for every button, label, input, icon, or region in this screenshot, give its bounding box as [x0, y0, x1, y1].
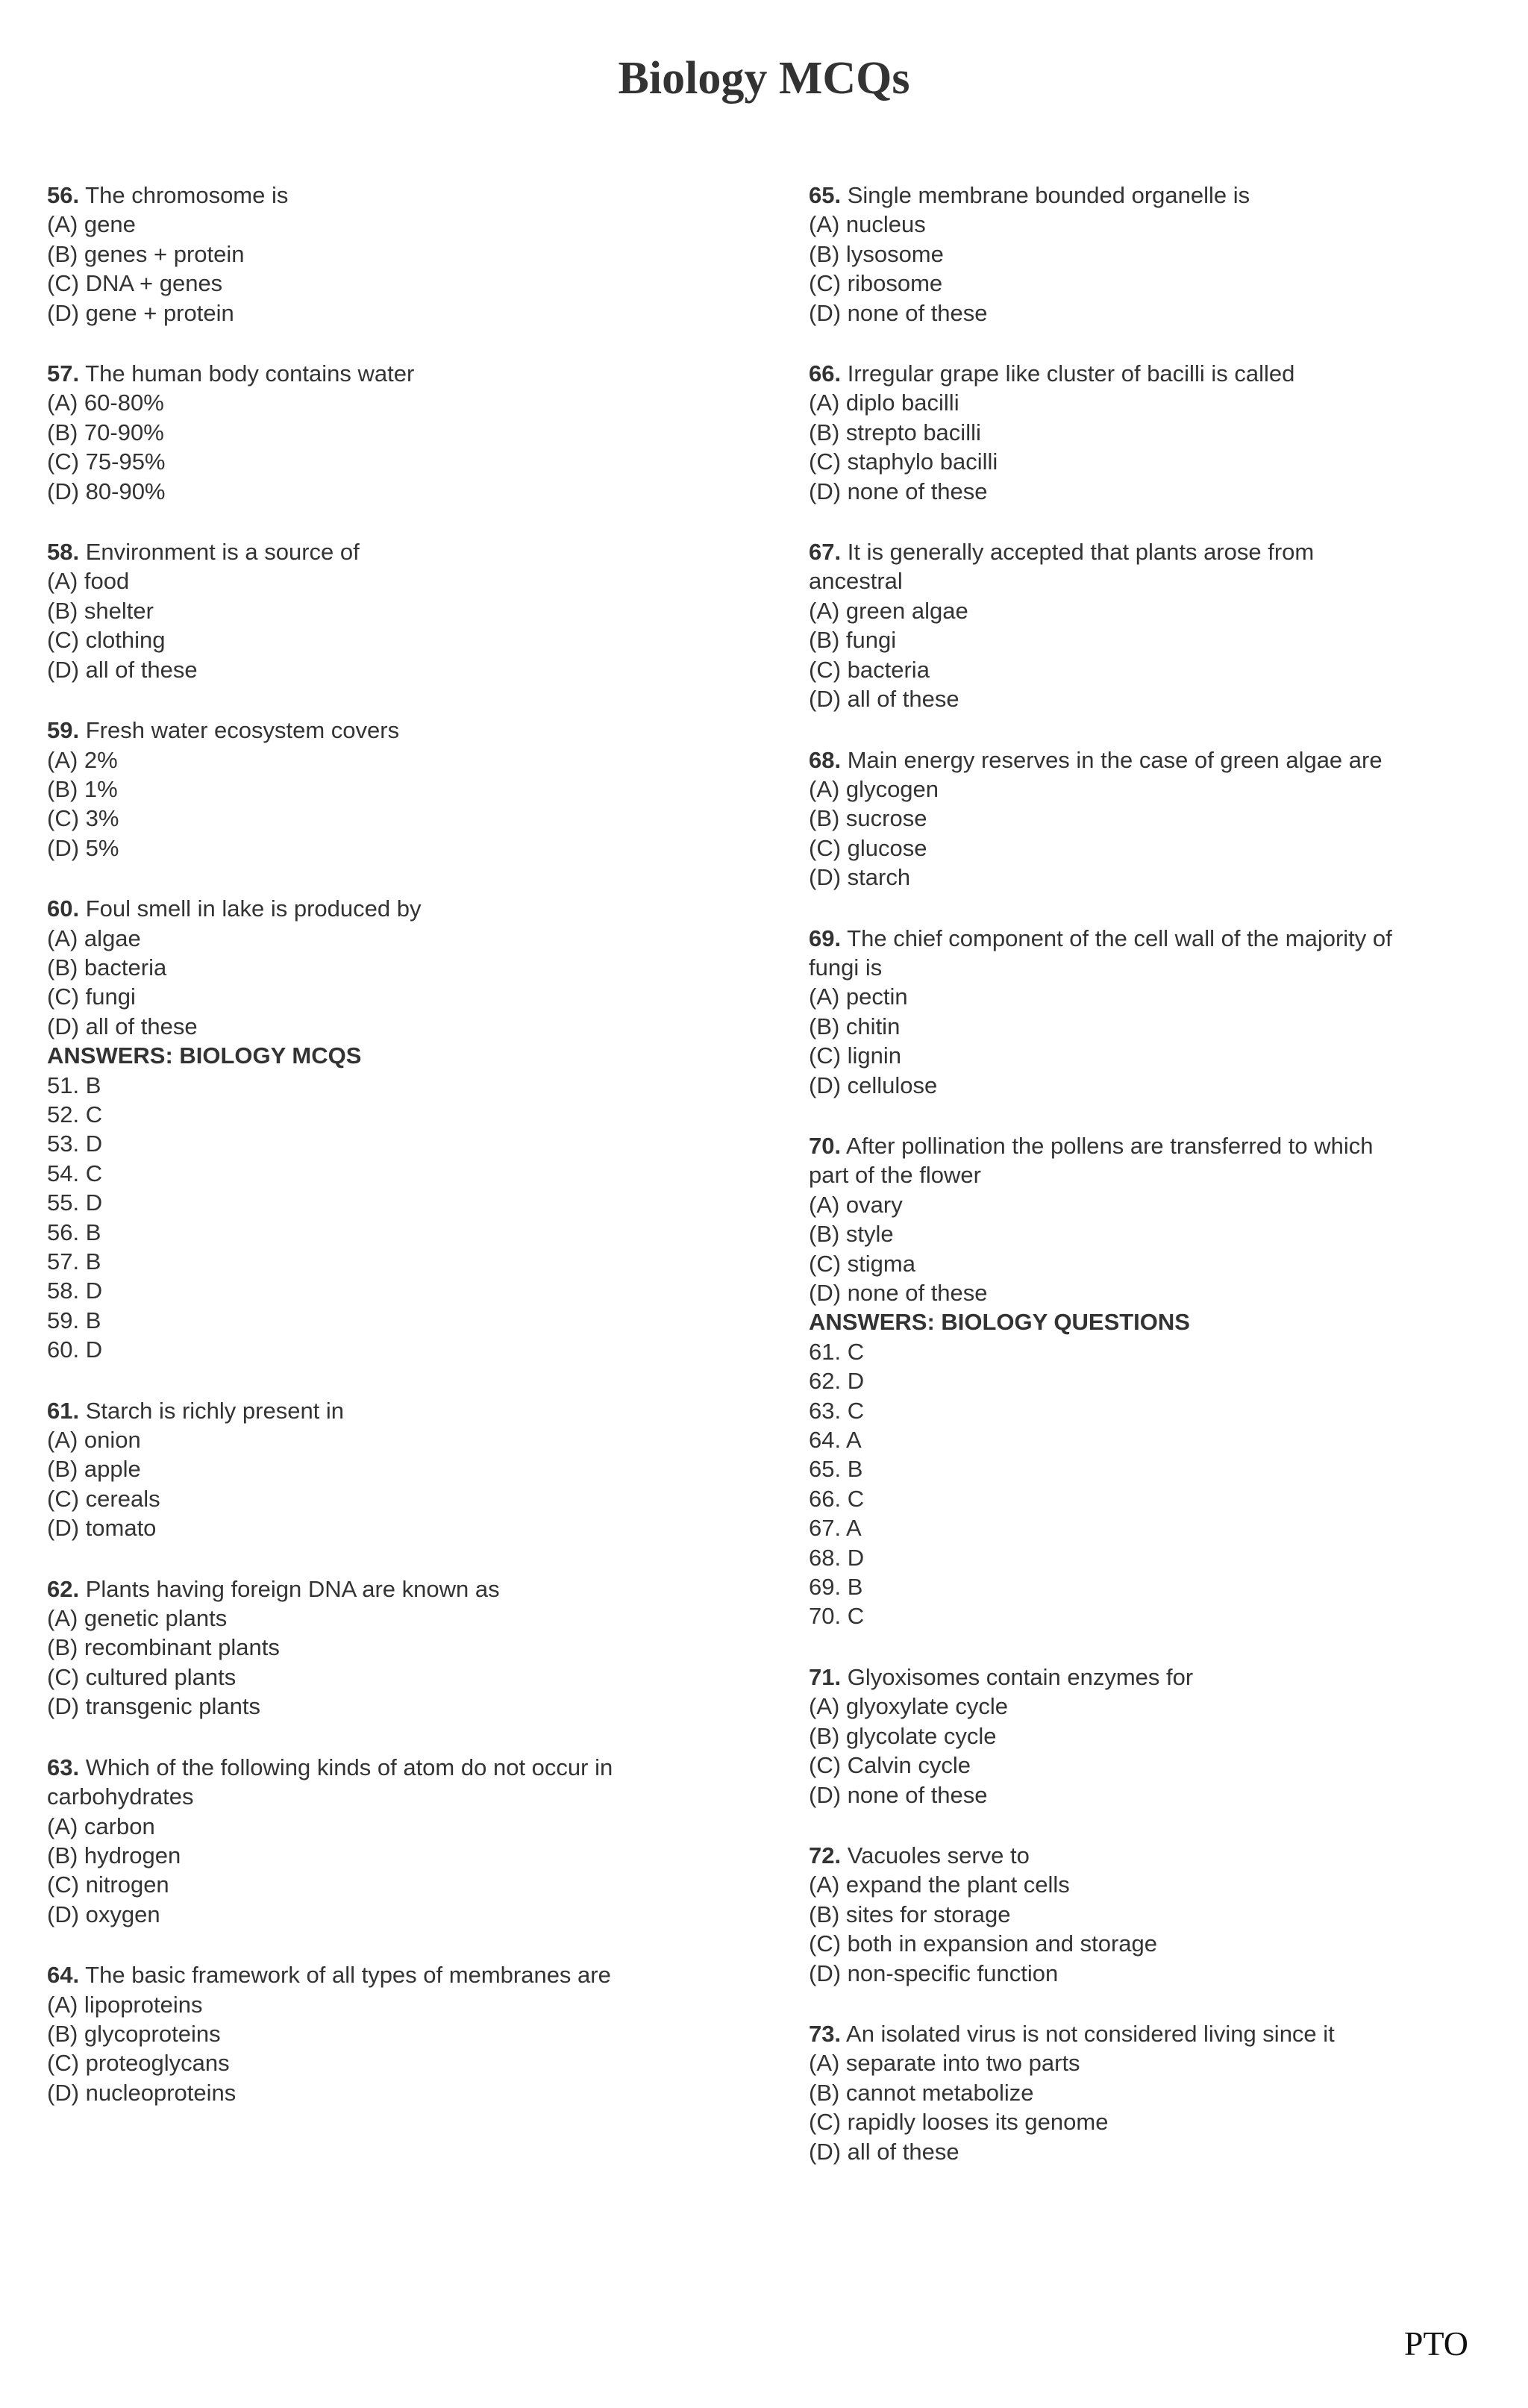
answer-list — [809, 1337, 1495, 1631]
answer-key-item: 69. B — [809, 1574, 863, 1601]
question-block — [47, 1753, 733, 1929]
answer-option: (A) algae — [47, 925, 141, 951]
question-block — [47, 1396, 733, 1543]
question-text-continued: carbohydrates — [47, 1783, 194, 1810]
answer-option: (B) strepto bacilli — [809, 419, 981, 445]
answer-option: (A) onion — [47, 1427, 141, 1454]
answer-key-item: 66. C — [809, 1485, 865, 1512]
answer-option: (B) sites for storage — [809, 1901, 1011, 1927]
answer-option: (D) gene + protein — [47, 299, 234, 326]
question-block — [809, 1663, 1495, 1810]
question-group — [47, 181, 733, 1041]
answer-key-item: 59. B — [47, 1307, 101, 1333]
answer-option: (B) bacteria — [47, 954, 167, 981]
answer-option: (B) hydrogen — [47, 1842, 181, 1868]
answer-option: (C) 75-95% — [47, 448, 166, 475]
answer-key-title: ANSWERS: BIOLOGY MCQS — [47, 1042, 362, 1069]
answer-key-item: 68. D — [809, 1544, 865, 1571]
answer-option: (A) ovary — [809, 1191, 903, 1218]
answer-option: (B) glycolate cycle — [809, 1722, 997, 1749]
question-block — [47, 1574, 733, 1721]
question-number: 71. — [809, 1663, 842, 1690]
question-block — [47, 1960, 733, 2107]
question-number: 65. — [809, 182, 842, 208]
question-text: An isolated virus is not considered living since it — [846, 2020, 1335, 2047]
question-number: 61. — [47, 1397, 80, 1424]
question-text: Glyoxisomes contain enzymes for — [847, 1663, 1194, 1690]
answer-option: (D) all of these — [809, 686, 959, 713]
question-block — [47, 716, 733, 863]
question-text: Starch is richly present in — [85, 1397, 345, 1424]
answer-option: (B) lysosome — [809, 240, 944, 267]
question-number: 56. — [47, 182, 80, 208]
question-text: The chromosome is — [85, 182, 289, 208]
question-stem — [809, 359, 1495, 388]
question-stem — [47, 1574, 733, 1604]
answer-key-item: 65. B — [809, 1456, 863, 1483]
question-number: 62. — [47, 1575, 80, 1602]
question-stem — [809, 181, 1495, 210]
answer-option: (A) genetic plants — [47, 1605, 228, 1632]
question-block — [809, 924, 1495, 1100]
answer-option: (A) food — [47, 568, 130, 595]
question-text: The human body contains water — [85, 360, 415, 387]
answer-option: (C) DNA + genes — [47, 270, 223, 297]
answer-option: (D) 5% — [47, 834, 119, 861]
answer-option: (B) glycoproteins — [47, 2020, 221, 2047]
question-text: Which of the following kinds of atom do not occur in — [85, 1754, 613, 1780]
answer-key-item: 54. C — [47, 1160, 103, 1186]
question-number: 68. — [809, 746, 842, 773]
answer-key-item: 51. B — [47, 1072, 101, 1098]
answer-option: (C) lignin — [809, 1042, 902, 1069]
answer-option: (C) both in expansion and storage — [809, 1930, 1158, 1957]
question-stem — [47, 181, 733, 210]
answer-list — [47, 1071, 733, 1365]
question-text-continued: part of the flower — [809, 1162, 981, 1189]
question-number: 66. — [809, 360, 842, 387]
answer-option: (A) gene — [47, 211, 136, 238]
answer-option: (B) apple — [47, 1456, 141, 1483]
question-text: The chief component of the cell wall of the majority of — [847, 925, 1392, 951]
question-text: Main energy reserves in the case of green algae are — [847, 746, 1383, 773]
answer-option: (B) shelter — [47, 597, 154, 624]
answer-option: (C) cultured plants — [47, 1663, 237, 1690]
question-text: Environment is a source of — [85, 539, 360, 566]
question-stem — [809, 2019, 1495, 2048]
answer-option: (D) 80-90% — [47, 478, 166, 504]
question-text: Fresh water ecosystem covers — [85, 717, 400, 744]
question-number: 60. — [47, 895, 80, 922]
question-block — [809, 181, 1495, 328]
question-number: 69. — [809, 925, 842, 951]
answer-option: (A) 2% — [47, 746, 118, 773]
question-number: 73. — [809, 2020, 842, 2047]
question-block — [809, 1131, 1495, 1307]
question-number: 58. — [47, 539, 80, 566]
question-stem — [47, 359, 733, 388]
question-text: Vacuoles serve to — [847, 1842, 1030, 1868]
answer-option: (B) 1% — [47, 775, 118, 802]
answer-option: (B) chitin — [809, 1013, 901, 1039]
answer-option: (B) 70-90% — [47, 419, 164, 445]
answer-option: (D) none of these — [809, 1781, 988, 1808]
question-block — [809, 745, 1495, 892]
question-block — [809, 1841, 1495, 1988]
question-block — [47, 181, 733, 328]
answer-option: (D) all of these — [809, 2138, 959, 2165]
question-text-continued: fungi is — [809, 954, 883, 981]
pto-footer: PTO — [1403, 2324, 1468, 2362]
question-block — [47, 894, 733, 1041]
answer-option: (C) rapidly looses its genome — [809, 2109, 1109, 2136]
question-stem — [47, 894, 733, 923]
question-number: 72. — [809, 1842, 842, 1868]
answer-key-item: 61. C — [809, 1338, 865, 1365]
question-stem — [47, 537, 733, 566]
question-number: 70. — [809, 1132, 842, 1159]
question-text: Plants having foreign DNA are known as — [85, 1575, 500, 1602]
answer-option: (B) cannot metabolize — [809, 2079, 1034, 2106]
question-text: Irregular grape like cluster of bacilli is called — [847, 360, 1295, 387]
right-column — [809, 181, 1495, 2198]
answer-option: (A) glyoxylate cycle — [809, 1693, 1009, 1720]
answer-key-item: 64. A — [809, 1427, 862, 1454]
answer-option: (D) starch — [809, 864, 911, 891]
question-stem — [809, 924, 1495, 953]
answer-option: (C) 3% — [47, 805, 119, 832]
answer-option: (A) green algae — [809, 597, 968, 624]
answer-option: (C) bacteria — [809, 656, 930, 683]
question-stem — [809, 1841, 1495, 1870]
answer-option: (C) fungi — [47, 983, 136, 1010]
answer-option: (D) non-specific function — [809, 1960, 1059, 1986]
answer-option: (C) proteoglycans — [47, 2050, 230, 2077]
question-text: Foul smell in lake is produced by — [85, 895, 422, 922]
answer-option: (A) 60-80% — [47, 390, 164, 416]
answer-key-item: 58. D — [47, 1278, 103, 1304]
question-stem — [809, 1663, 1495, 1692]
answer-option: (A) diplo bacilli — [809, 390, 959, 416]
answer-option: (A) lipoproteins — [47, 1991, 203, 2018]
question-stem — [47, 716, 733, 745]
answer-option: (D) tomato — [47, 1515, 157, 1542]
answer-key-item: 63. C — [809, 1397, 865, 1424]
question-text: Single membrane bounded organelle is — [847, 182, 1250, 208]
answer-option: (B) fungi — [809, 627, 897, 654]
question-number: 59. — [47, 717, 80, 744]
answer-key-item: 60. D — [47, 1336, 103, 1363]
question-group — [809, 1663, 1495, 2166]
answer-key-item: 52. C — [47, 1101, 103, 1128]
page-title: Biology MCQs — [618, 53, 910, 104]
answer-option: (B) sucrose — [809, 805, 927, 832]
answer-option: (D) nucleoproteins — [47, 2079, 237, 2106]
question-stem — [47, 1396, 733, 1425]
answer-option: (A) nucleus — [809, 211, 926, 238]
answer-key-item: 53. D — [47, 1130, 103, 1157]
question-stem — [809, 537, 1495, 566]
answer-option: (A) pectin — [809, 983, 908, 1010]
question-number: 57. — [47, 360, 80, 387]
answer-option: (D) none of these — [809, 299, 988, 326]
answer-option: (D) none of these — [809, 1280, 988, 1306]
answer-option: (C) staphylo bacilli — [809, 448, 998, 475]
answer-key-item: 56. B — [47, 1219, 101, 1245]
answer-option: (C) nitrogen — [47, 1871, 169, 1898]
question-text: The basic framework of all types of membranes are — [85, 1962, 611, 1989]
answer-key-item: 57. B — [47, 1248, 101, 1275]
question-block — [47, 537, 733, 684]
answer-option: (A) carbon — [47, 1813, 155, 1839]
answer-key-item: 62. D — [809, 1368, 865, 1395]
answer-option: (A) expand the plant cells — [809, 1871, 1070, 1898]
question-number: 64. — [47, 1962, 80, 1989]
question-block — [809, 359, 1495, 506]
answer-option: (A) separate into two parts — [809, 2050, 1080, 2077]
answer-option: (B) recombinant plants — [47, 1634, 280, 1661]
answer-option: (C) clothing — [47, 627, 166, 654]
answer-option: (D) all of these — [47, 1013, 198, 1039]
answer-option: (A) glycogen — [809, 775, 939, 802]
question-block — [809, 537, 1495, 713]
answer-key-title: ANSWERS: BIOLOGY QUESTIONS — [809, 1309, 1190, 1336]
question-text: After pollination the pollens are transferred to which — [846, 1132, 1374, 1159]
answer-option: (B) style — [809, 1221, 894, 1248]
question-stem — [47, 1960, 733, 1989]
answer-option: (D) none of these — [809, 478, 988, 504]
question-number: 67. — [809, 539, 842, 566]
answer-option: (D) transgenic plants — [47, 1693, 261, 1720]
answer-option: (C) glucose — [809, 834, 927, 861]
answer-option: (C) ribosome — [809, 270, 943, 297]
answer-option: (D) all of these — [47, 656, 198, 683]
answer-key-item: 70. C — [809, 1603, 865, 1630]
answer-option: (D) cellulose — [809, 1072, 938, 1098]
question-number: 63. — [47, 1754, 80, 1780]
question-block — [47, 359, 733, 506]
question-stem — [47, 1753, 733, 1782]
answer-key — [47, 1041, 733, 1364]
question-stem — [809, 745, 1495, 775]
answer-key — [809, 1307, 1495, 1630]
answer-option: (C) stigma — [809, 1250, 915, 1277]
answer-option: (B) genes + protein — [47, 240, 245, 267]
answer-key-item: 67. A — [809, 1515, 862, 1542]
question-text-continued: ancestral — [809, 568, 903, 595]
answer-option: (D) oxygen — [47, 1901, 160, 1927]
question-group — [47, 1396, 733, 2108]
question-block — [809, 2019, 1495, 2166]
answer-key-item: 55. D — [47, 1189, 103, 1216]
left-column — [47, 181, 733, 2139]
question-text: It is generally accepted that plants arose from — [847, 539, 1315, 566]
answer-option: (C) Calvin cycle — [809, 1752, 971, 1779]
question-group — [809, 181, 1495, 1307]
question-stem — [809, 1131, 1495, 1160]
answer-option: (C) cereals — [47, 1485, 160, 1512]
